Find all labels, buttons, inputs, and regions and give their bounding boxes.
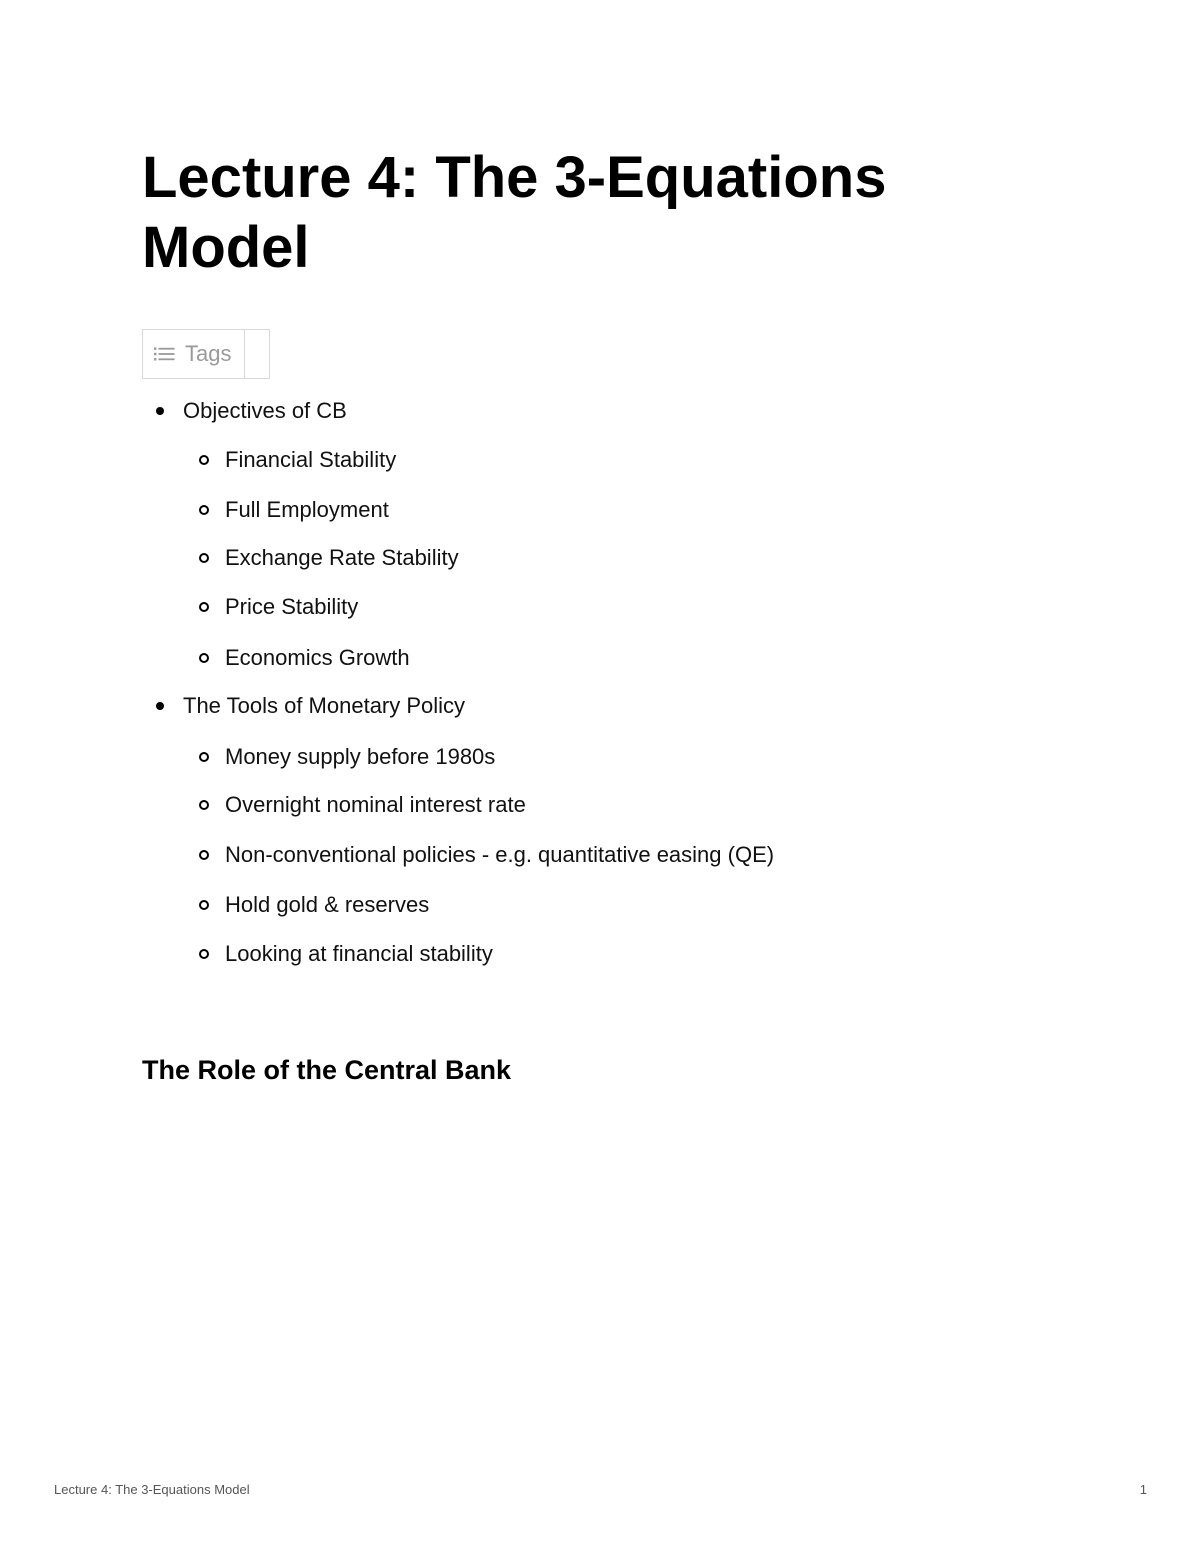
list-item-tools [183,692,465,720]
list-item-label: Financial Stability [225,447,397,472]
footer-title: Lecture 4: The 3-Equations Model [54,1482,250,1497]
page-number: 1 [1139,1482,1147,1497]
list-item [225,743,495,771]
bullet-circle-icon [199,455,209,465]
bullet-circle-icon [199,553,209,563]
list-item-label: Full Employment [225,497,389,522]
bullet-circle-icon [199,800,209,810]
list-item-label: Hold gold & reserves [225,892,430,917]
list-item [225,593,358,621]
tags-label: Tags [185,341,232,366]
list-item-label: Looking at financial stability [225,941,493,966]
bullet-circle-icon [199,850,209,860]
list-item [225,841,774,869]
list-item-label: Price Stability [225,594,359,619]
list-item-label: Money supply before 1980s [225,744,496,769]
list-item [225,791,526,819]
bullet-circle-icon [199,653,209,663]
bullet-disc-icon [156,702,164,710]
bullet-circle-icon [199,949,209,959]
list-item-label: Economics Growth [225,645,410,670]
bullet-disc-icon [156,407,164,415]
list-item-label: Objectives of CB [183,398,347,423]
bullet-circle-icon [199,752,209,762]
list-item [225,891,429,919]
list-icon [154,347,175,361]
list-item-label: Non-conventional policies - e.g. quantitative easing (QE) [225,842,775,867]
tags-value-cell[interactable] [245,330,269,378]
bullet-circle-icon [199,602,209,612]
list-item [225,644,410,672]
list-item-objectives [183,397,347,425]
bullet-circle-icon [199,900,209,910]
list-item [225,544,459,572]
tags-property-label [143,330,245,378]
bullet-circle-icon [199,505,209,515]
tags-property[interactable] [142,329,270,379]
list-item-label: Overnight nominal interest rate [225,792,526,817]
section-heading: The Role of the Central Bank [142,1055,512,1085]
list-item [225,446,396,474]
list-item [225,496,389,524]
page-title: Lecture 4: The 3-Equations Model [142,145,887,280]
list-item-label: Exchange Rate Stability [225,545,459,570]
list-item-label: The Tools of Monetary Policy [183,693,466,718]
list-item [225,940,493,968]
